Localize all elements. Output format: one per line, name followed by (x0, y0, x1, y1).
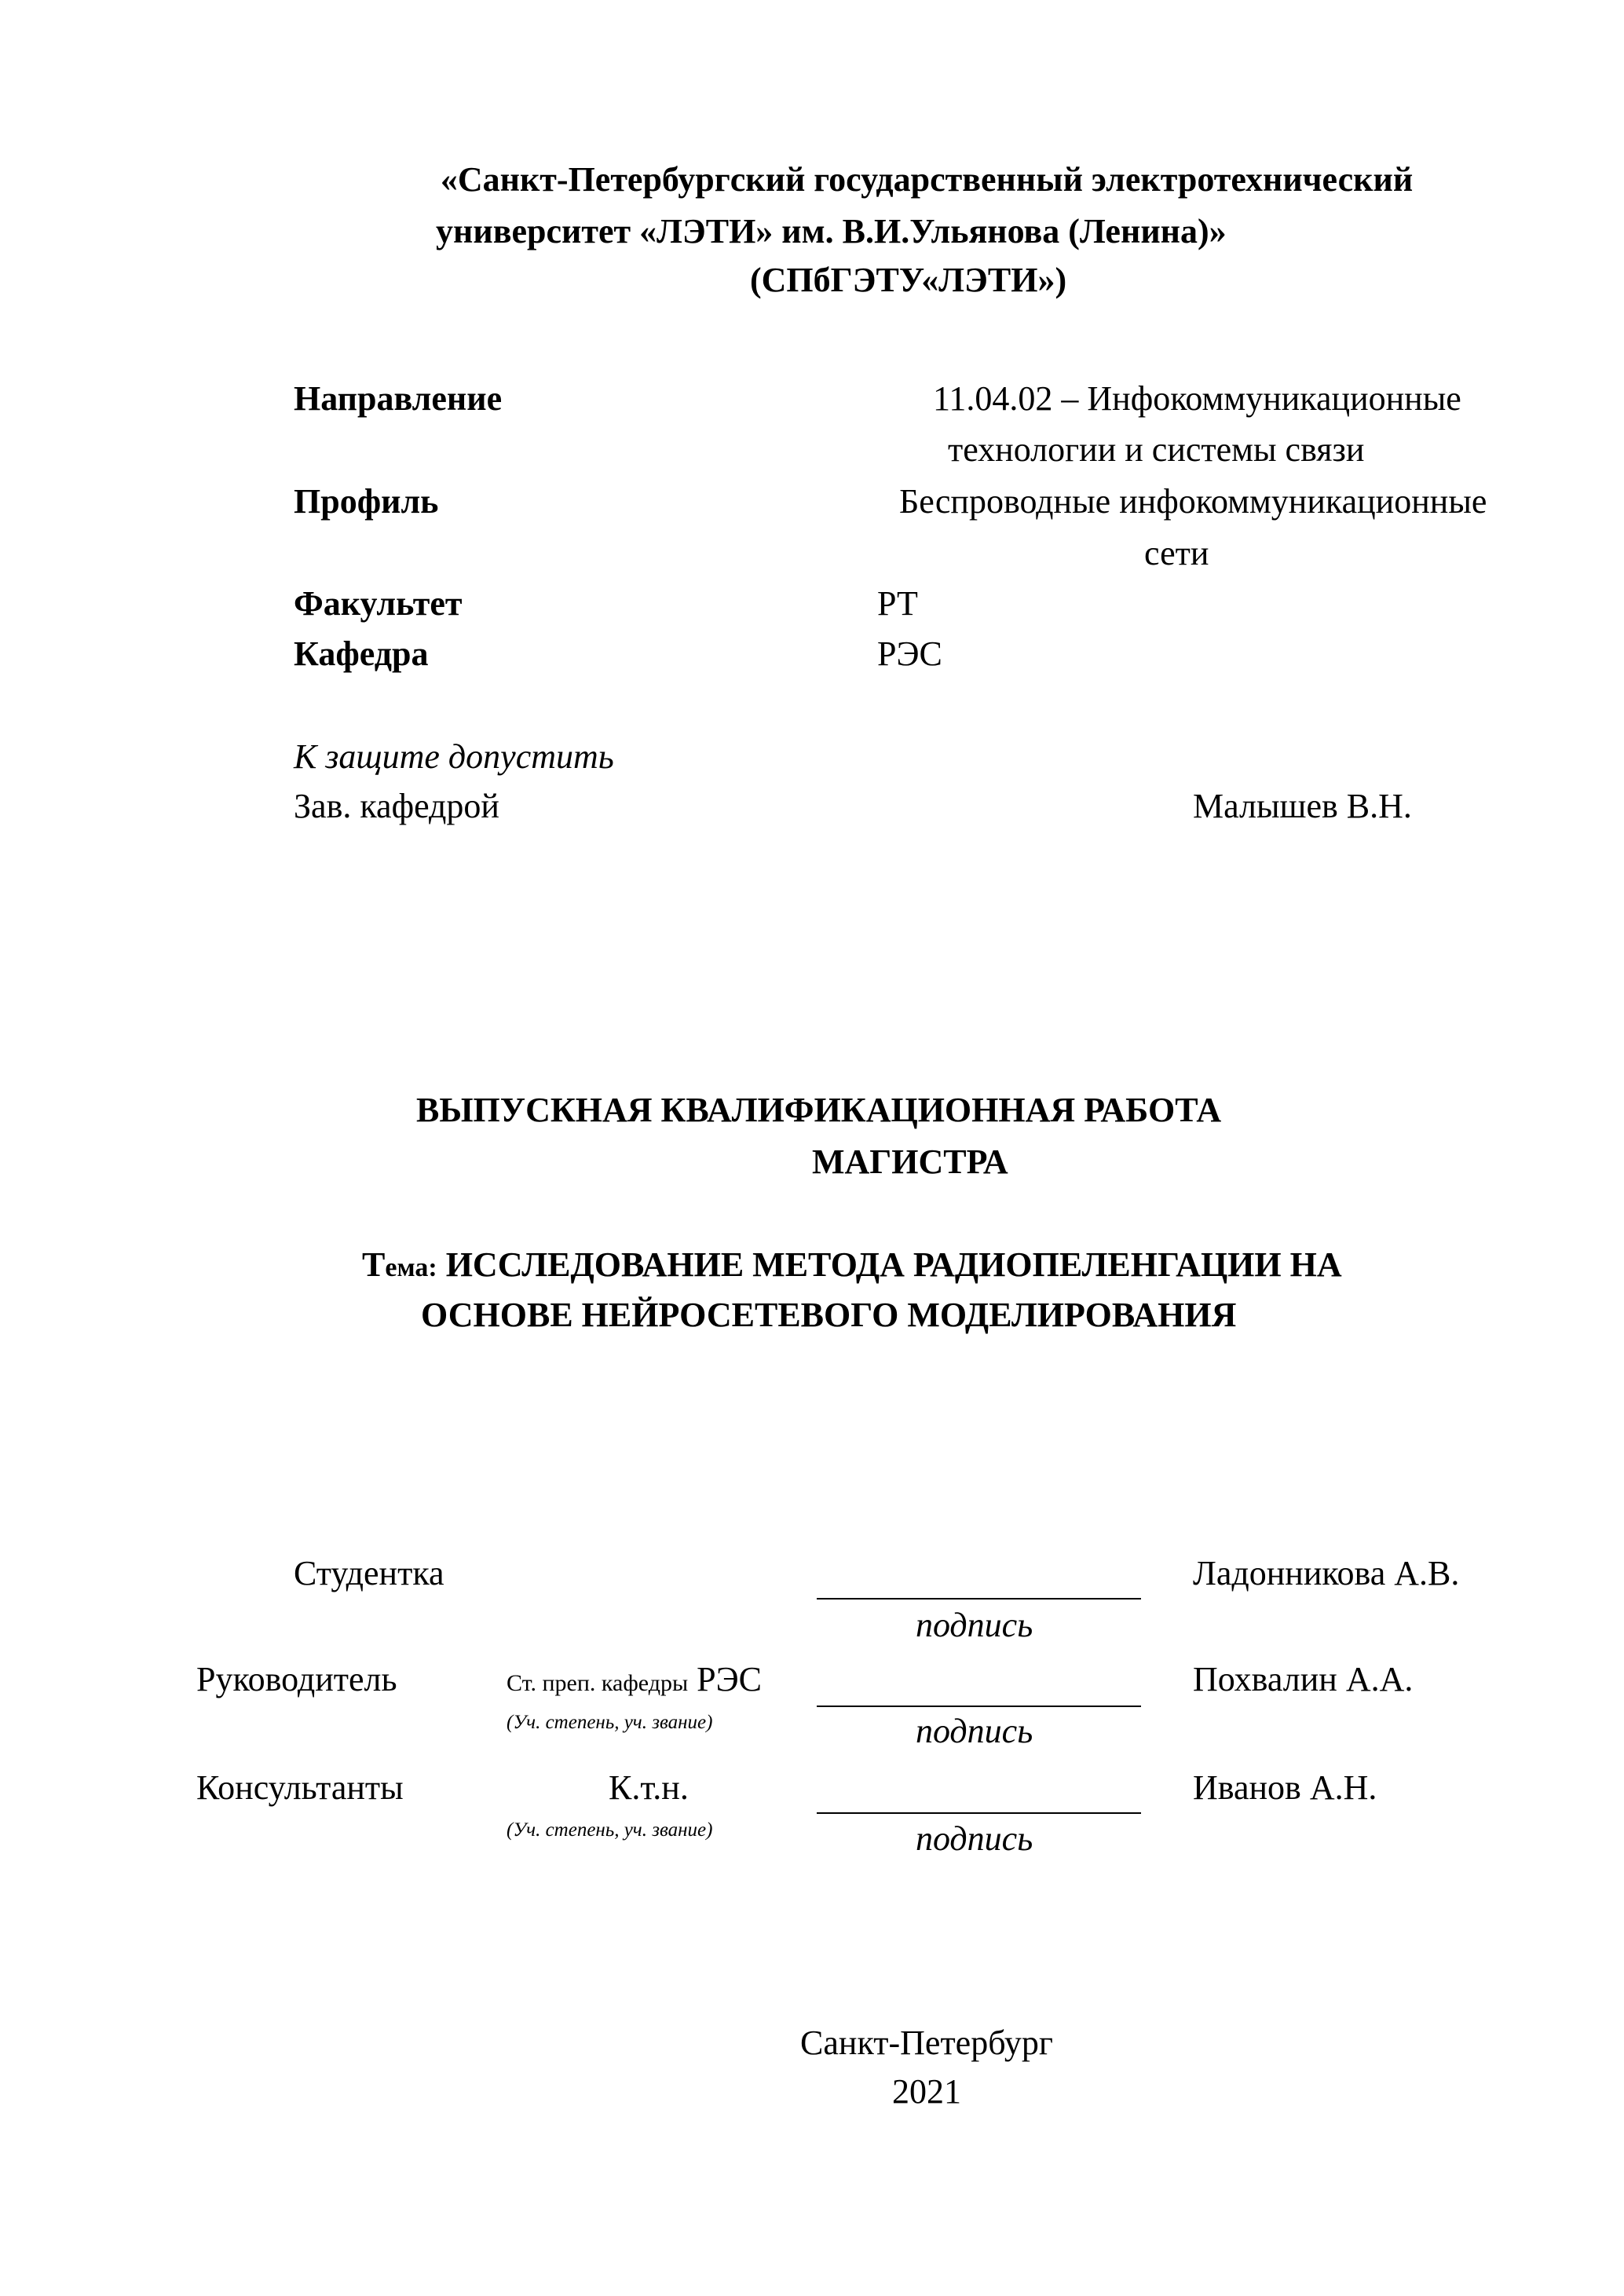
faculty-label: Факультет (294, 584, 463, 623)
faculty-value: РТ (877, 584, 918, 623)
head-of-department-label: Зав. кафедрой (294, 787, 499, 825)
supervisor-position-small: Ст. преп. кафедры (507, 1670, 689, 1696)
consultant-signature-hint: подпись (916, 1819, 1033, 1858)
student-label: Студентка (294, 1554, 444, 1592)
footer-city: Санкт-Петербург (800, 2024, 1053, 2062)
student-name: Ладонникова А.В. (1193, 1554, 1460, 1592)
department-value: РЭС (877, 634, 942, 673)
consultant-degree: К.т.н. (609, 1768, 689, 1807)
direction-value-1: 11.04.02 – Инфокоммуникационные (933, 379, 1461, 418)
work-type-line1: ВЫПУСКНАЯ КВАЛИФИКАЦИОННАЯ РАБОТА (416, 1091, 1222, 1129)
university-name-line1: «Санкт-Петербургский государственный электротехнический (440, 160, 1414, 199)
topic-line2: ОСНОВЕ НЕЙРОСЕТЕВОГО МОДЕЛИРОВАНИЯ (421, 1296, 1237, 1334)
head-of-department-name: Малышев В.Н. (1193, 787, 1412, 825)
direction-label: Направление (294, 379, 503, 418)
consultant-degree-hint: (Уч. степень, уч. звание) (507, 1819, 713, 1841)
profile-label: Профиль (294, 482, 439, 521)
admission-note: К защите допустить (294, 737, 614, 776)
profile-value-1: Беспроводные инфокоммуникационные (899, 482, 1487, 521)
consultant-label: Консультанты (196, 1768, 404, 1807)
supervisor-signature-line (817, 1706, 1141, 1707)
student-signature-hint: подпись (916, 1606, 1033, 1644)
direction-value-2: технологии и системы связи (948, 430, 1365, 469)
topic-prefix-first: Т (362, 1245, 386, 1284)
consultant-name: Иванов А.Н. (1193, 1768, 1377, 1807)
university-abbreviation: (СПбГЭТУ«ЛЭТИ») (750, 261, 1067, 299)
department-label: Кафедра (294, 634, 429, 673)
consultant-signature-line (817, 1812, 1141, 1814)
topic-line1 (362, 1243, 1342, 1290)
profile-value-2: сети (1144, 534, 1209, 572)
supervisor-name: Похвалин А.А. (1193, 1660, 1414, 1698)
topic-prefix-rest: ема: (385, 1253, 437, 1282)
supervisor-position-dept: РЭС (697, 1660, 762, 1698)
supervisor-position (507, 1658, 762, 1706)
footer-year: 2021 (892, 2072, 961, 2111)
supervisor-signature-hint: подпись (916, 1712, 1033, 1750)
university-name-line2: университет «ЛЭТИ» им. В.И.Ульянова (Ленина)» (436, 212, 1227, 250)
work-type-line2: МАГИСТРА (812, 1143, 1008, 1181)
supervisor-label: Руководитель (196, 1660, 397, 1698)
student-signature-line (817, 1598, 1141, 1600)
topic-text-1: ИССЛЕДОВАНИЕ МЕТОДА РАДИОПЕЛЕНГАЦИИ НА (445, 1245, 1342, 1284)
supervisor-degree-hint: (Уч. степень, уч. звание) (507, 1712, 713, 1733)
